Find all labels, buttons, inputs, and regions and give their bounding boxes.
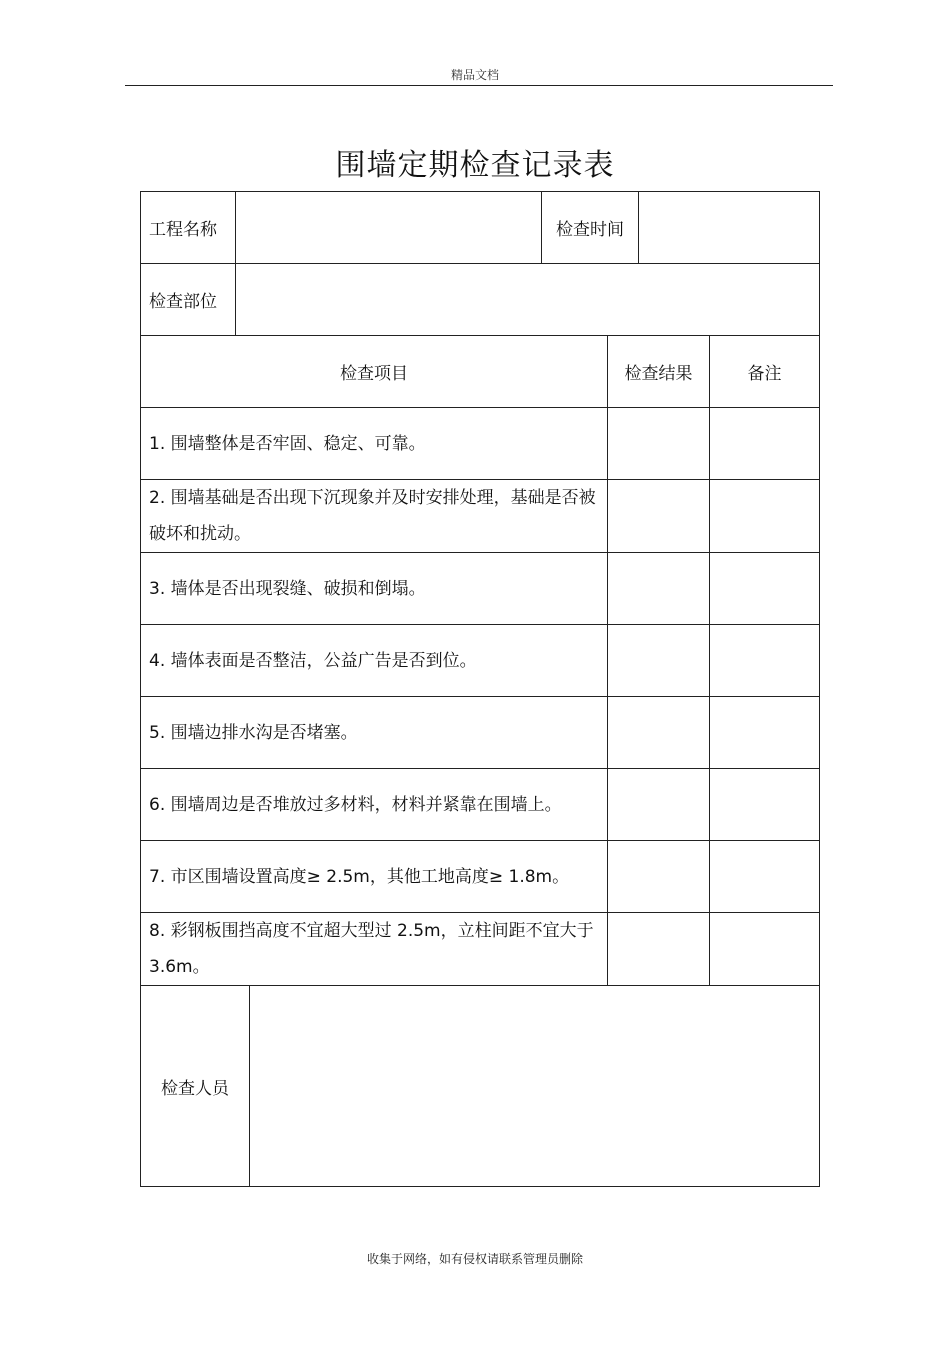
table-row <box>141 841 820 913</box>
remark-cell[interactable] <box>710 408 820 480</box>
result-cell[interactable] <box>608 697 710 769</box>
remark-cell[interactable] <box>710 625 820 697</box>
remark-cell[interactable] <box>710 841 820 913</box>
page-footer: 收集于网络，如有侵权请联系管理员删除 <box>366 1252 583 1266</box>
page-header: 精品文档 <box>450 68 499 82</box>
remark-cell[interactable] <box>710 697 820 769</box>
result-cell[interactable] <box>608 841 710 913</box>
column-header-result: 检查结果 <box>608 336 710 408</box>
result-cell[interactable] <box>608 625 710 697</box>
check-location-label: 检查部位 <box>141 264 236 336</box>
check-item: 1. 围墙整体是否牢固、稳定、可靠。 <box>141 408 608 480</box>
inspector-label: 检查人员 <box>141 986 250 1187</box>
row-column-headers <box>141 336 820 408</box>
table-row <box>141 769 820 841</box>
column-header-remark: 备注 <box>710 336 820 408</box>
project-name-field[interactable] <box>236 192 542 264</box>
result-cell[interactable] <box>608 553 710 625</box>
table-row <box>141 553 820 625</box>
result-cell[interactable] <box>608 408 710 480</box>
check-item: 2. 围墙基础是否出现下沉现象并及时安排处理，基础是否被破坏和扰动。 <box>141 480 608 553</box>
column-header-item: 检查项目 <box>141 336 608 408</box>
remark-cell[interactable] <box>710 480 820 553</box>
check-item: 6. 围墙周边是否堆放过多材料，材料并紧靠在围墙上。 <box>141 769 608 841</box>
result-cell[interactable] <box>608 769 710 841</box>
result-cell[interactable] <box>608 913 710 986</box>
result-cell[interactable] <box>608 480 710 553</box>
check-item: 3. 墙体是否出现裂缝、破损和倒塌。 <box>141 553 608 625</box>
table-row <box>141 480 820 553</box>
check-time-field[interactable] <box>639 192 820 264</box>
check-location-field[interactable] <box>236 264 820 336</box>
table-row <box>141 408 820 480</box>
check-time-label: 检查时间 <box>542 192 639 264</box>
inspector-field[interactable] <box>250 986 820 1187</box>
table-row <box>141 913 820 986</box>
check-item: 8. 彩钢板围挡高度不宜超大型过 2.5m，立柱间距不宜大于 3.6m。 <box>141 913 608 986</box>
row-location <box>141 264 820 336</box>
project-name-label: 工程名称 <box>141 192 236 264</box>
check-item: 5. 围墙边排水沟是否堵塞。 <box>141 697 608 769</box>
table-row <box>141 625 820 697</box>
table-row <box>141 697 820 769</box>
row-inspector <box>141 986 820 1187</box>
inspection-form-table <box>140 191 820 1187</box>
header-divider <box>125 85 833 86</box>
check-item: 4. 墙体表面是否整洁，公益广告是否到位。 <box>141 625 608 697</box>
row-project <box>141 192 820 264</box>
remark-cell[interactable] <box>710 769 820 841</box>
remark-cell[interactable] <box>710 553 820 625</box>
document-title: 围墙定期检查记录表 <box>335 148 615 184</box>
check-item: 7. 市区围墙设置高度≥ 2.5m，其他工地高度≥ 1.8m。 <box>141 841 608 913</box>
remark-cell[interactable] <box>710 913 820 986</box>
